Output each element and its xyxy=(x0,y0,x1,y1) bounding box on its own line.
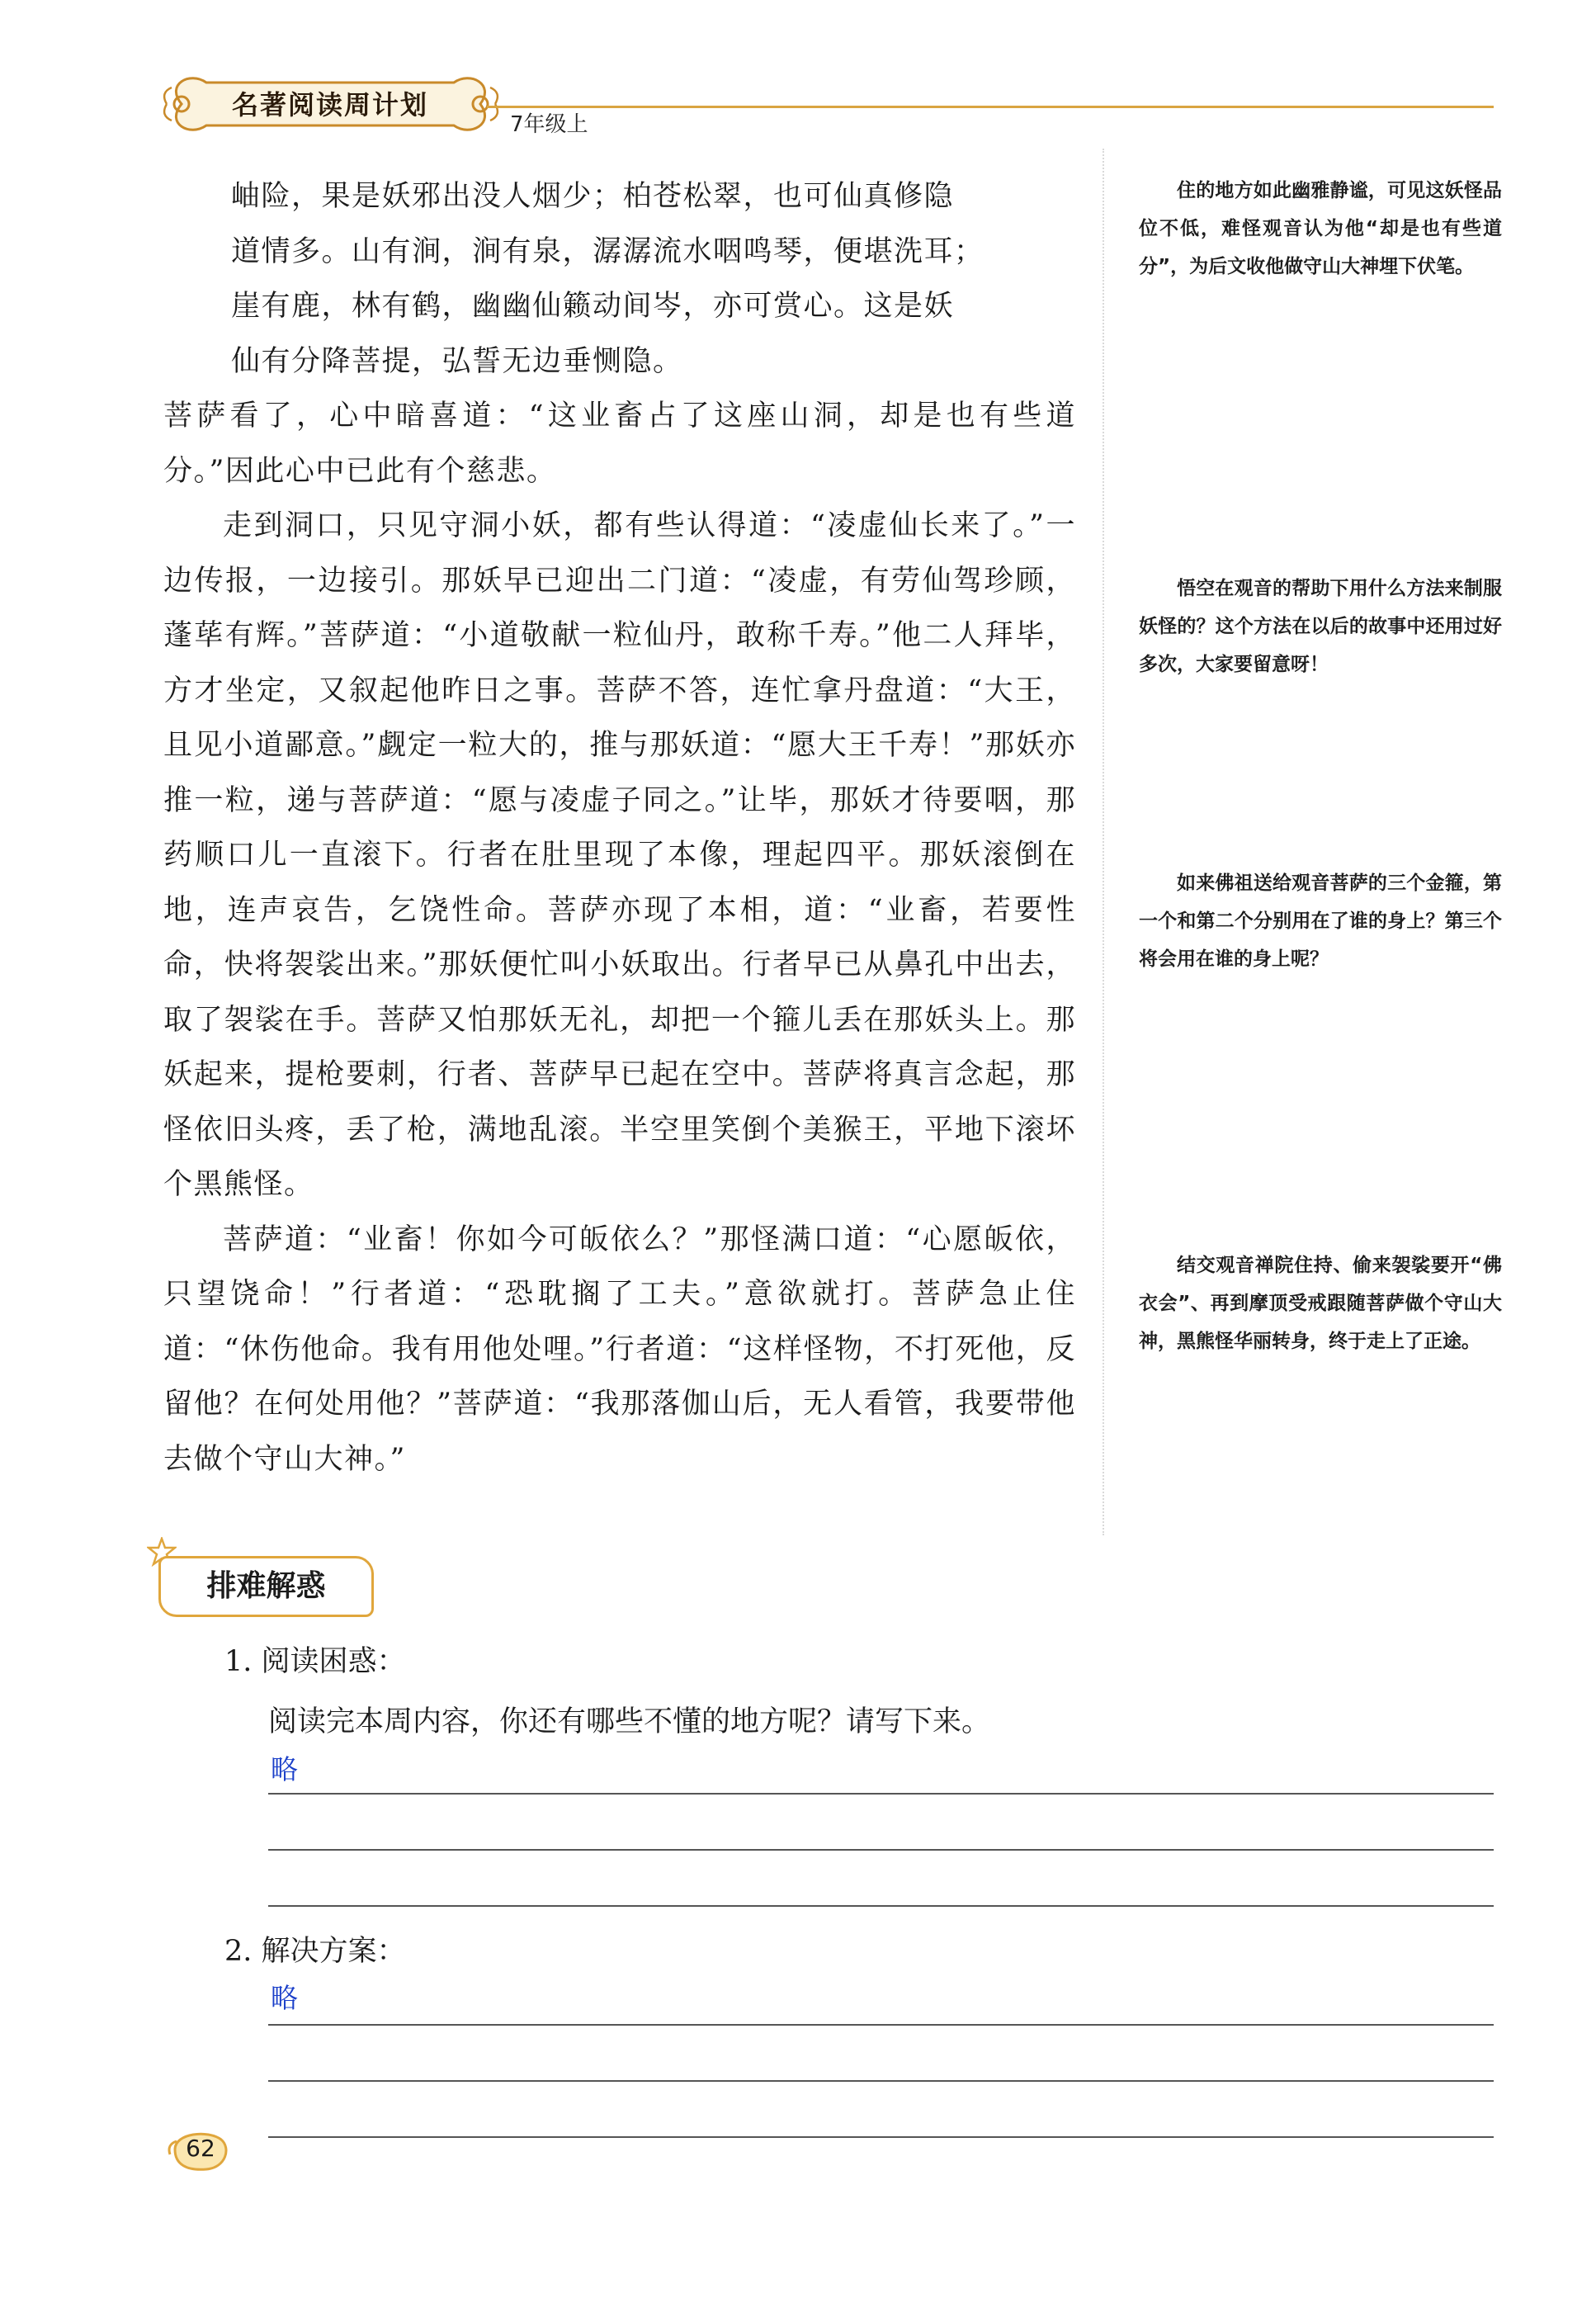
header-rule xyxy=(487,106,1494,108)
paragraph: 菩萨看了，心中暗喜道：“这业畜占了这座山洞，却是也有些道分。”因此心中已此有个慈悲。 xyxy=(163,400,1076,488)
question-1-label: 1. 阅读困惑： xyxy=(224,1645,406,1678)
margin-note-text: 住的地方如此幽雅静谧，可见这妖怪品位不低，难怪观音认为他“却是也有些道分”，为后文收他做守山大神埋下伏笔。 xyxy=(1139,180,1502,277)
margin-note xyxy=(1139,570,1502,683)
question-2-label: 2. 解决方案： xyxy=(224,1935,406,1968)
question-1-prompt: 阅读完本周内容，你还有哪些不懂的地方呢？请写下来。 xyxy=(268,1705,991,1738)
paragraph: 走到洞口，只见守洞小妖，都有些认得道：“凌虚仙长来了。”一边传报，一边接引。那妖早已迎出二门道：“凌虚，有劳仙驾珍顾，蓬荜有辉。”菩萨道：“小道敬献一粒仙丹，敢称千寿。”他二人拜毕，方才坐定，又叙起他昨日之事。菩萨不答，连忙拿丹盘道：“大王，且见小道鄙意。”觑定一粒大的，推与那妖道：“愿大王千寿！”那妖亦推一粒，递与菩萨道：“愿与凌虚子同之。”让毕，那妖才待要咽，那药顺口儿一直滚下。行者在肚里现了本像，理起四平。那妖滚倒在地，连声哀告，乞饶性命。菩萨亦现了本相，道：“业畜，若要性命，快将袈裟出来。”那妖便忙叫小妖取出。行者早已从鼻孔中出去，取了袈裟在手。菩萨又怕那妖无礼，却把一个箍儿丢在那妖头上。那妖起来，提枪要刺，行者、菩萨早已起在空中。菩萨将真言念起，那怪依旧头疼，丢了枪，满地乱滚。半空里笑倒个美猴王，平地下滚坏个黑熊怪。 xyxy=(163,509,1076,1201)
poem-line: 道情多。山有涧，涧有泉，潺潺流水咽鸣琴，便堪洗耳； xyxy=(231,234,985,268)
question-2-answer[interactable]: 略 xyxy=(271,1982,298,2014)
answer-line[interactable] xyxy=(268,1793,1494,1795)
page-header xyxy=(157,68,1494,142)
page-number: 62 xyxy=(186,2135,215,2162)
margin-note-text: 悟空在观音的帮助下用什么方法来制服妖怪的？这个方法在以后的故事中还用过好多次，大家要留意呀！ xyxy=(1139,578,1502,675)
poem-line: 崖有鹿，林有鹤，幽幽仙籁动间岑，亦可赏心。这是妖 xyxy=(231,290,955,323)
series-title: 名著阅读周计划 xyxy=(231,89,428,121)
sidebar-divider xyxy=(1103,149,1104,1535)
section-title: 排难解惑 xyxy=(158,1556,374,1617)
margin-note-text: 结交观音禅院住持、偷来袈裟要开“佛衣会”、再到摩顶受戒跟随菩萨做个守山大神，黑熊怪华丽转身，终于走上了正途。 xyxy=(1139,1255,1502,1352)
reading-passage xyxy=(163,169,1076,1487)
poem-line: 仙有分降菩提，弘誓无边垂恻隐。 xyxy=(231,344,683,378)
question-1-answer[interactable]: 略 xyxy=(271,1753,298,1785)
margin-note xyxy=(1139,172,1502,286)
grade-label: 7年级上 xyxy=(510,112,588,137)
answer-line[interactable] xyxy=(268,2080,1494,2082)
margin-note xyxy=(1139,864,1502,978)
answer-line[interactable] xyxy=(268,2024,1494,2026)
answer-line[interactable] xyxy=(268,2136,1494,2138)
answer-line[interactable] xyxy=(268,1849,1494,1851)
margin-note xyxy=(1139,1246,1502,1360)
answer-line[interactable] xyxy=(268,1905,1494,1907)
poem-line: 岫险，果是妖邪出没人烟少；柏苍松翠，也可仙真修隐 xyxy=(231,180,955,213)
margin-note-text: 如来佛祖送给观音菩萨的三个金箍，第一个和第二个分别用在了谁的身上？第三个将会用在谁的身上呢？ xyxy=(1139,872,1502,970)
paragraph: 菩萨道：“业畜！你如今可皈依么？”那怪满口道：“心愿皈依，只望饶命！”行者道：“恐耽搁了工夫。”意欲就打。菩萨急止住道：“休伤他命。我有用他处哩。”行者道：“这样怪物，不打死他，反留他？在何处用他？”菩萨道：“我那落伽山后，无人看管，我要带他去做个守山大神。” xyxy=(163,1222,1076,1476)
